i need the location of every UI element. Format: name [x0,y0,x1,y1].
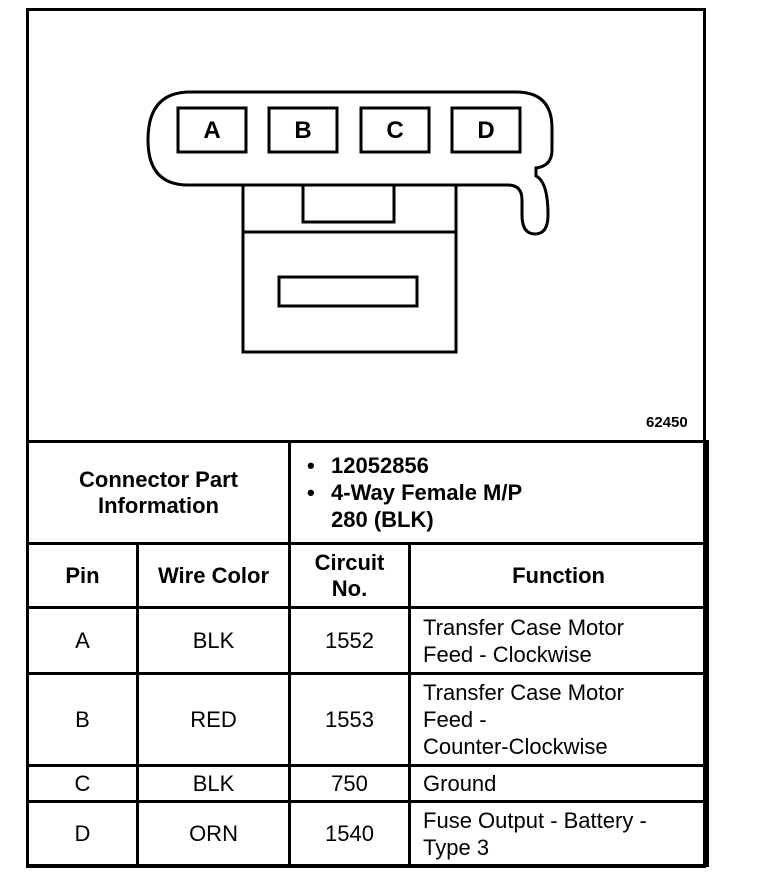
cell-function [410,674,708,766]
function-line: Counter-Clockwise [423,734,608,759]
pin-cavity-a [178,108,246,152]
locking-tab [303,185,394,222]
connector-part-list [291,446,706,539]
part-number: • 12052856 [331,452,706,479]
pin-cavity-b [269,108,337,152]
table-header-row [28,544,708,608]
part-description [331,479,706,533]
header-circuit-line1: Circuit [314,549,385,575]
connector-part-label-line1: Connector Part [79,466,238,492]
table-row [28,802,708,866]
table-body [28,608,708,866]
figure-number: 62450 [646,414,688,431]
connector-part-details [290,442,708,544]
cell-wire-color: ORN [138,802,290,866]
cell-pin: A [28,608,138,674]
connector-housing [243,185,456,352]
part-description-line1: • 4-Way Female M/P [331,480,523,505]
cell-function [410,608,708,674]
function-line: Fuse Output - Battery - [423,807,647,833]
cell-wire-color: BLK [138,608,290,674]
pin-label: B [294,117,312,144]
header-function: Function [410,544,708,608]
table-row [28,674,708,766]
pin-cavity-c [361,108,429,152]
header-pin: Pin [28,544,138,608]
function-line: Transfer Case Motor [423,614,624,640]
cell-pin: C [28,766,138,802]
cell-circuit: 750 [290,766,410,802]
connector-table [26,440,709,867]
cell-circuit: 1540 [290,802,410,866]
cell-circuit: 1553 [290,674,410,766]
connector-body [148,92,552,234]
part-description-line2: 280 (BLK) [331,507,434,532]
function-line: Type 3 [423,834,490,860]
function-line: Ground [423,771,497,796]
header-wire-color: Wire Color [138,544,290,608]
key-slot [279,277,417,306]
cell-wire-color: BLK [138,766,290,802]
header-circuit-line2: No. [331,575,368,601]
connector-part-label [28,442,290,544]
connector-info-row [28,442,708,544]
pin-cavity-d [452,108,520,152]
function-line: Feed - Clockwise [423,641,592,667]
function-line: Feed - [423,707,487,732]
cell-pin: D [28,802,138,866]
cell-pin: B [28,674,138,766]
cell-function [410,766,708,802]
function-line: Transfer Case Motor [423,680,624,705]
connector-part-label-line2: Information [98,492,219,518]
cell-wire-color: RED [138,674,290,766]
header-circuit [290,544,410,608]
cell-circuit: 1552 [290,608,410,674]
table-row [28,608,708,674]
pin-label: C [386,117,404,144]
pin-label: A [203,117,221,144]
cell-function [410,802,708,866]
table-row [28,766,708,802]
pin-label: D [477,117,495,144]
connector-diagram [0,0,768,440]
